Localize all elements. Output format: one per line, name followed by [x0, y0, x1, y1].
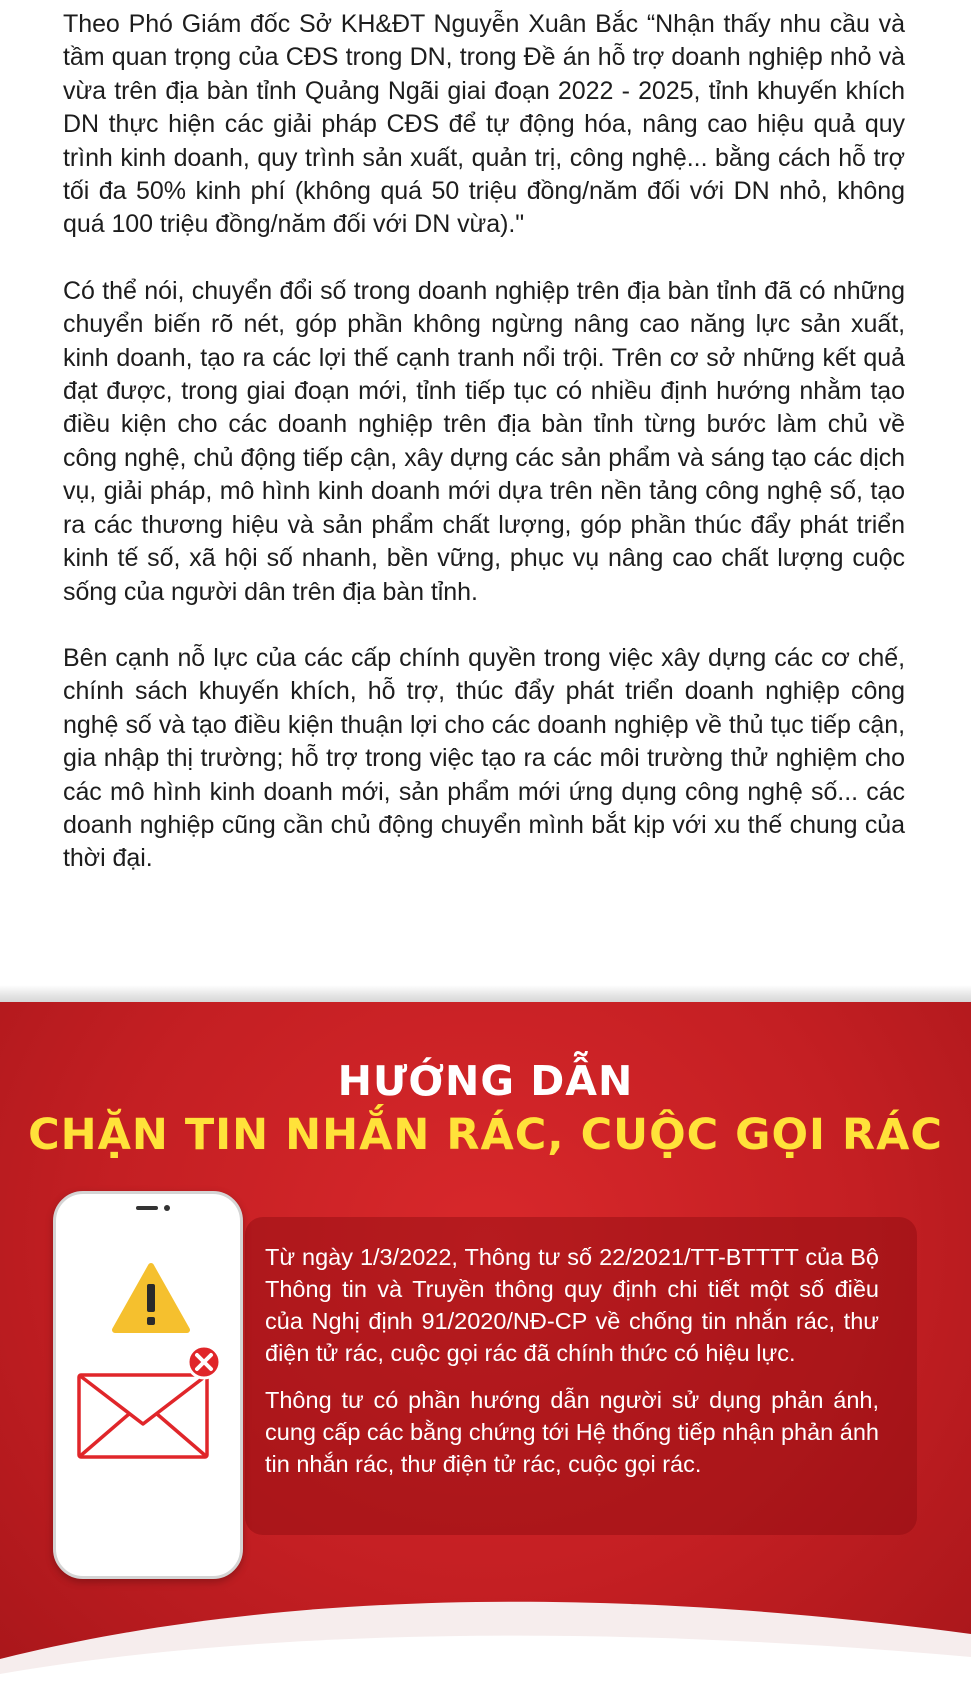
infographic-subtitle: CHẶN TIN NHẮN RÁC, CUỘC GỌI RÁC	[28, 1110, 943, 1160]
decorative-wave	[0, 1539, 971, 1689]
phone-camera	[164, 1205, 170, 1211]
card-paragraph-2: Thông tư có phần hướng dẫn người sử dụng phản ánh, cung cấp các bằng chứng tới Hệ thống tiếp nhận phản ánh tin nhắn rác, thư điện tử rác, cuộc gọi rác.	[265, 1387, 879, 1477]
article-paragraph-2: Có thể nói, chuyển đổi số trong doanh nghiệp trên địa bàn tỉnh đã có những chuyển biến rõ nét, góp phần không ngừng nâng cao năng lực sản xuất, kinh doanh, tạo ra các lợi thế cạnh tranh nổi trội. Trên cơ sở những kết quả đạt được, trong giai đoạn mới, tỉnh tiếp tục có nhiều định hướng nhằm tạo điều kiện cho các doanh nghiệp trên địa bàn tỉnh từng bước làm chủ về công nghệ, chủ động tiếp cận, xây dựng các sản phẩm và sáng tạo các dịch vụ, giải pháp, mô hình kinh doanh mới dựa trên nền tảng công nghệ số, tạo ra các thương hiệu và sản phẩm chất lượng, góp phần thúc đẩy phát triển kinh tế số, xã hội số nhanh, bền vững, phục vụ nâng cao chất lượng cuộc sống của người dân trên địa bàn tỉnh.	[63, 276, 905, 606]
envelope-icon	[76, 1339, 231, 1469]
info-text-card	[245, 1217, 917, 1535]
warning-triangle-icon	[111, 1262, 191, 1334]
card-paragraph-1: Từ ngày 1/3/2022, Thông tư số 22/2021/TT-BTTTT của Bộ Thông tin và Truyền thông quy định chi tiết một số điều của Nghị định 91/2020/NĐ-CP về chống tin nhắn rác, thư điện tử rác, cuộc gọi rác đã chính thức có hiệu lực.	[265, 1244, 879, 1366]
spam-guide-infographic	[0, 1002, 971, 1689]
article-paragraph-1: Theo Phó Giám đốc Sở KH&ĐT Nguyễn Xuân Bắc “Nhận thấy nhu cầu và tầm quan trọng của CĐS trong DN, trong Đề án hỗ trợ doanh nghiệp nhỏ và vừa trên địa bàn tỉnh Quảng Ngãi giai đoạn 2022 - 2025, tỉnh khuyến khích DN thực hiện các giải pháp CĐS để tự động hóa, nâng cao hiệu quả quy trình kinh doanh, quy trình sản xuất, quản trị, công nghệ... bằng cách hỗ trợ tối đa 50% kinh phí (không quá 50 triệu đồng/năm đối với DN nhỏ, không quá 100 triệu đồng/năm đối với DN vừa)."	[63, 10, 905, 239]
section-divider	[0, 985, 971, 1002]
phone-speaker	[136, 1206, 158, 1210]
infographic-title: HƯỚNG DẪN	[337, 1057, 634, 1105]
smartphone-illustration	[53, 1191, 243, 1579]
article-paragraph-3: Bên cạnh nỗ lực của các cấp chính quyền trong việc xây dựng các cơ chế, chính sách khuyến khích, hỗ trợ, thúc đẩy phát triển doanh nghiệp công nghệ số và tạo điều kiện thuận lợi cho các doanh nghiệp về thủ tục tiếp cận, gia nhập thị trường; hỗ trợ trong việc tạo ra các môi trường thử nghiệm cho các mô hình kinh doanh mới, sản phẩm mới ứng dụng công nghệ số... các doanh nghiệp cũng cần chủ động chuyển mình bắt kịp với xu thế chung của thời đại.	[63, 643, 905, 873]
error-x-icon	[188, 1346, 220, 1378]
